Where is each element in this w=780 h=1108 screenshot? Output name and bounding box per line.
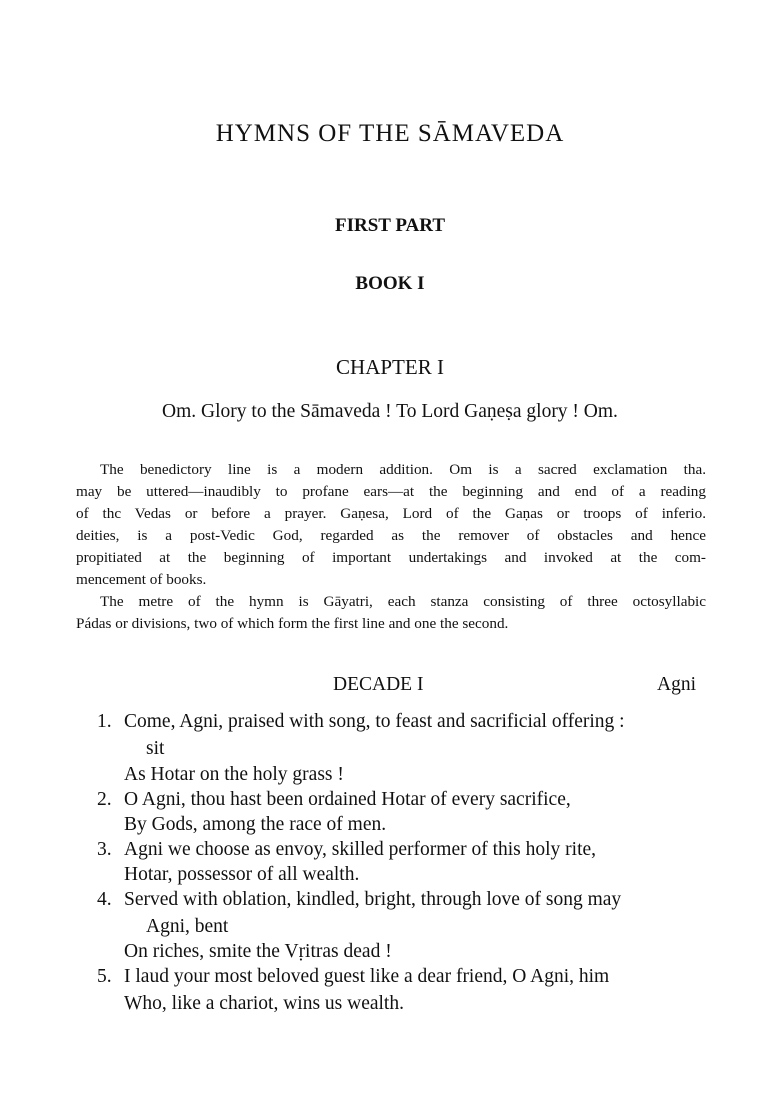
verse-line: As Hotar on the holy grass ! (124, 764, 344, 785)
book-heading: BOOK I (355, 273, 425, 294)
verse-line: O Agni, thou hast been ordained Hotar of every sacrifice, (124, 789, 571, 810)
verse-line: On riches, smite the Vṛitras dead ! (124, 941, 392, 962)
verse-number: 3. (97, 839, 112, 860)
part-heading: FIRST PART (334, 215, 445, 236)
verse-line: Agni, bent (146, 916, 229, 937)
verse-number: 4. (97, 889, 112, 910)
verse-line: Agni we choose as envoy, skilled performer of this holy rite, (124, 839, 597, 860)
verse-line: Come, Agni, praised with song, to feast and sacrificial offering : (124, 711, 625, 732)
page-title: HYMNS OF THE SĀMAVEDA (215, 120, 565, 147)
verse-line: Who, like a chariot, wins us wealth. (124, 993, 404, 1014)
note-line: Pádas or divisions, two of which form the first line and one the second. (76, 615, 509, 632)
chapter-heading: CHAPTER I (336, 355, 444, 379)
verse-number: 1. (97, 711, 112, 732)
verse-line: I laud your most beloved guest like a dear friend, O Agni, him (124, 966, 610, 987)
decade-heading: DECADE I (333, 674, 424, 695)
verse-line: sit (146, 738, 165, 759)
verse-line: By Gods, among the race of men. (124, 814, 387, 835)
note-line: of thc Vedas or before a prayer. Gaṇesa, Lord of the Gaṇas or troops of inferio. (76, 505, 706, 522)
note-line: The benedictory line is a modern addition. Om is a sacred exclamation tha. (100, 461, 706, 478)
verse-line: Served with oblation, kindled, bright, through love of song may (124, 889, 622, 910)
note-line: The metre of the hymn is Gāyatri, each stanza consisting of three octosyllabic (100, 593, 706, 610)
note-line: deities, is a post-Vedic God, regarded as the remover of obstacles and hence (76, 527, 706, 544)
verse-line: Hotar, possessor of all wealth. (124, 864, 360, 885)
verse-number: 2. (97, 789, 112, 810)
decade-deity: Agni (657, 674, 696, 695)
note-line: mencement of books. (76, 571, 207, 588)
verse-number: 5. (97, 966, 112, 987)
note-line: may be uttered—inaudibly to profane ears—at the beginning and end of a reading (76, 483, 706, 500)
invocation: Om. Glory to the Sāmaveda ! To Lord Gaṇeṣa glory ! Om. (162, 401, 618, 422)
note-line: propitiated at the beginning of important undertakings and invoked at the com- (76, 549, 706, 566)
